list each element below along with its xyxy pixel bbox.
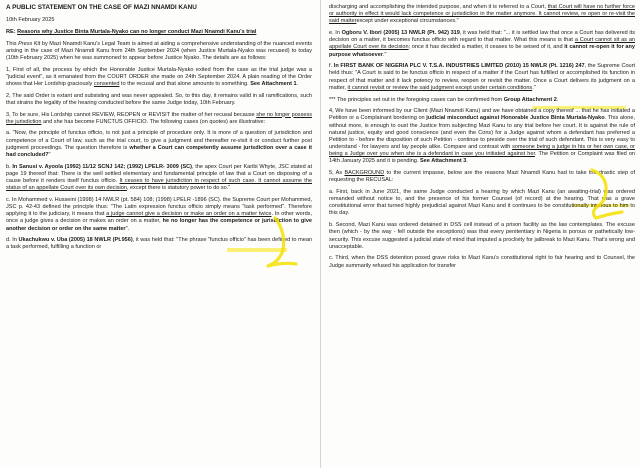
case-quote-c: c. In Mohammed v. Husseini (1998) 14 NWLR (pt. 584) 108; (1998) LPELR -1896 (SC). the Supreme Court per Mohammed, JSC p. 42-43 defined the principle thus: "The Latin expression functus officio simply means "task performed". Therefore applying it to the judiciary, it means that a judge cannot give a decision or make an order on a matter twice. In other words, once a judge gives a decision or makes an order on a matter, he no longer has the competence or jurisdiction to give another decision or order on the same matter". xyxy=(6,196,312,232)
case-quote-b: b. In Sanusi v. Ayoola (1992) 11/12 SCNJ 142; (1992) LPELR- 3009 (SC), the apex Court per Karibi Whyte, JSC stated at page 19 thereof that: There is the well settled elementary and fundamental principle of law that a Court on disposing of a cause before it renders itself functus officio. It ceases to have jurisdiction in respect of such case. It cannot assume the status of an appellate Court over its own decision, except there is statutory power to do so." xyxy=(6,163,312,192)
paragraph-2: 2, The said Order is extant and subsisting and was never appealed. So, to this day, it remains valid in all ramifications, such that strains the legality of the hearing conducted before the same Judge today, 10th February. xyxy=(6,92,312,106)
case-quote-d-continued: discharging and accomplishing the intended purpose, and when it is referred to a Court, that Court will have no further force or authority in effect it would lack competence or jurisdiction in the matter anymore. It cannot review, re open or re-visit the said matterexcept under exceptional circumstances." xyxy=(329,4,635,25)
principles-note: *** The principles set out in the foregoing cases can be confirmed from Group Attachment 2. xyxy=(329,96,559,103)
paragraph-1: 1, First of all, the process by which the Honorable Justice Murtala-Nyako exited from the case as the trial judge was a "judicial event", as it emanated from the COURT ORDER she made on 24th September 2024. A plain reading of the Order shows that Her Lordship graciously consented to the recusal and that alone amounts to something. See Attachment 1. xyxy=(6,66,312,87)
paragraph-4: 4, We have been informed by our Client (Mazi Nnamdi Kanu) and we have obtained a copy thereof ... that he has initiated a Petition or a Complainant bordering on judicial misconduct against Honorable Justice Binta Murtala-Nyako. This alone, without more, is enough to oust the Justice from subjecting Mazi Kanu to any trial before her court. It is against the rule of natural justice, equity and good conscience (and even the Cons) for a Judge against whom a defendant has preferred a Petition to - before the disposition of such Petition - continue to preside over the trial of such defendant. This is very easy to understand - for lawyers and lay people alike. Compare and contrast with someone being a judge in his or her own case, or being a Judge over you when she is a defendant in case you initiated against her. The Petition or Complaint was filed on 14th January 2025 and it is pending. See Attachment 3. xyxy=(329,108,635,165)
intro-paragraph: This Press Kit by Mazi Nnamdi Kanu's Legal Team is aimed at aiding a comprehensive understanding of the nuanced events arising in the case of Mazi Nnamdi Kanu from 24th September 2024 (when Justice Murtala-Nyako was recused) to today (10th February 2025) when he was summoned to appear before Justice Nyako. The details are as follows: xyxy=(6,40,312,61)
statement-date: 10th February 2025 xyxy=(6,17,55,23)
right-column xyxy=(329,0,635,468)
paragraph-3: 3, To be sure, His Lordship cannot REVIEW, REOPEN or REVISIT the matter of her recusal because she no longer possess the jurisdiction and she has become FUNCTUS OFFICIO. The following cases (on quotes) are illustrative: xyxy=(6,111,312,125)
background-point-a: a. First, back in June 2021, the same Judge conducted a hearing by which Mazi Kanu (an awaiting-trial) was ordered remanded without notice to, and the presence of his former Counsel (of record) at the hearing. That was a grave constitutional error that turned highly prejudicial against Mazi Kanu and it continues to be constitutionally injurious to him to this day. xyxy=(329,189,635,217)
case-quote-e: e. In Ogboru V. Ibori (2005) 13 NWLR (Pt. 942) 319, it was held that: "... it is settled law that once a Court has delivered its decision on a matter, it becomes functus officio with regard to that matter. What this means is that a Court cannot sit as an appellate Court over its decision; once it has decided a matter, it ceases to be seised of it, and it cannot re-open it for any purpose whatsoever." xyxy=(329,30,635,58)
column-divider xyxy=(320,0,321,468)
paragraph-5: 5, As BACKGROUND to the current impasse, below are the reasons Mazi Nnamdi Kanu had to take the drastic step of requesting the RECUSAL: xyxy=(329,170,635,184)
background-point-b: b. Second, Mazi Kanu was ordered detained in DSS cell instead of a prison facility as the law contemplates. The excuse then (which - by the way - fell outside the exceptions) was that every penitentiary in Nigeria is porous or pathetically low-security. This excuse suggested a judicial state of mind that imputed a proclivity for jailbreak to Mazi Kanu. That's wrong and unacceptable. xyxy=(329,222,635,250)
re-line: RE: Reasons why Justice Binta Murtala-Nyako can no longer conduct Mazi Nnamdi Kanu's trial xyxy=(6,28,257,35)
statement-title: A PUBLIC STATEMENT ON THE CASE OF MAZI NNAMDI KANU xyxy=(6,4,197,11)
background-point-c: c. Third, when the DSS detention posed grave risks to Mazi Kanu's constitutional right to fair hearing and to Counsel, the Judge summarily refused his application for transfer xyxy=(329,255,635,269)
left-column xyxy=(6,0,312,468)
case-quote-d: d. In Ukachukwu v. Uba (2005) 18 NWLR (Pt.956), it was held that: "The phrase "functus officio" has been defined to mean a task performed, fulfilling a function or xyxy=(6,237,312,251)
case-quote-f: f. In FIRST BANK OF NIGERIA PLC V. T.S.A. INDUSTRIES LIMITED (2010) 15 NWLR (Pt. 1216) 247, the Supreme Court held thus: "A Court is said to be functus officio in respect of a matter if the Court has fulfilled or accomplished its function in respect of that matter and it lack potency to review, reopen or revisit the matter. Once a Court delivers its judgment on a matter, it cannot revisit or review the said judgment except under certain conditions." xyxy=(329,63,635,91)
case-quote-a: a. "Now, the principle of functus officio, is not just a principle of procedure only. It is more of a question of jurisdiction and competence of a Court of law, such as the trial court, to give a judgment and thereafter re-visit it or conduct further post judgment proceedings. The question therefore is whether a Court can competently assume jurisdiction over a case it had concluded?" xyxy=(6,130,312,158)
